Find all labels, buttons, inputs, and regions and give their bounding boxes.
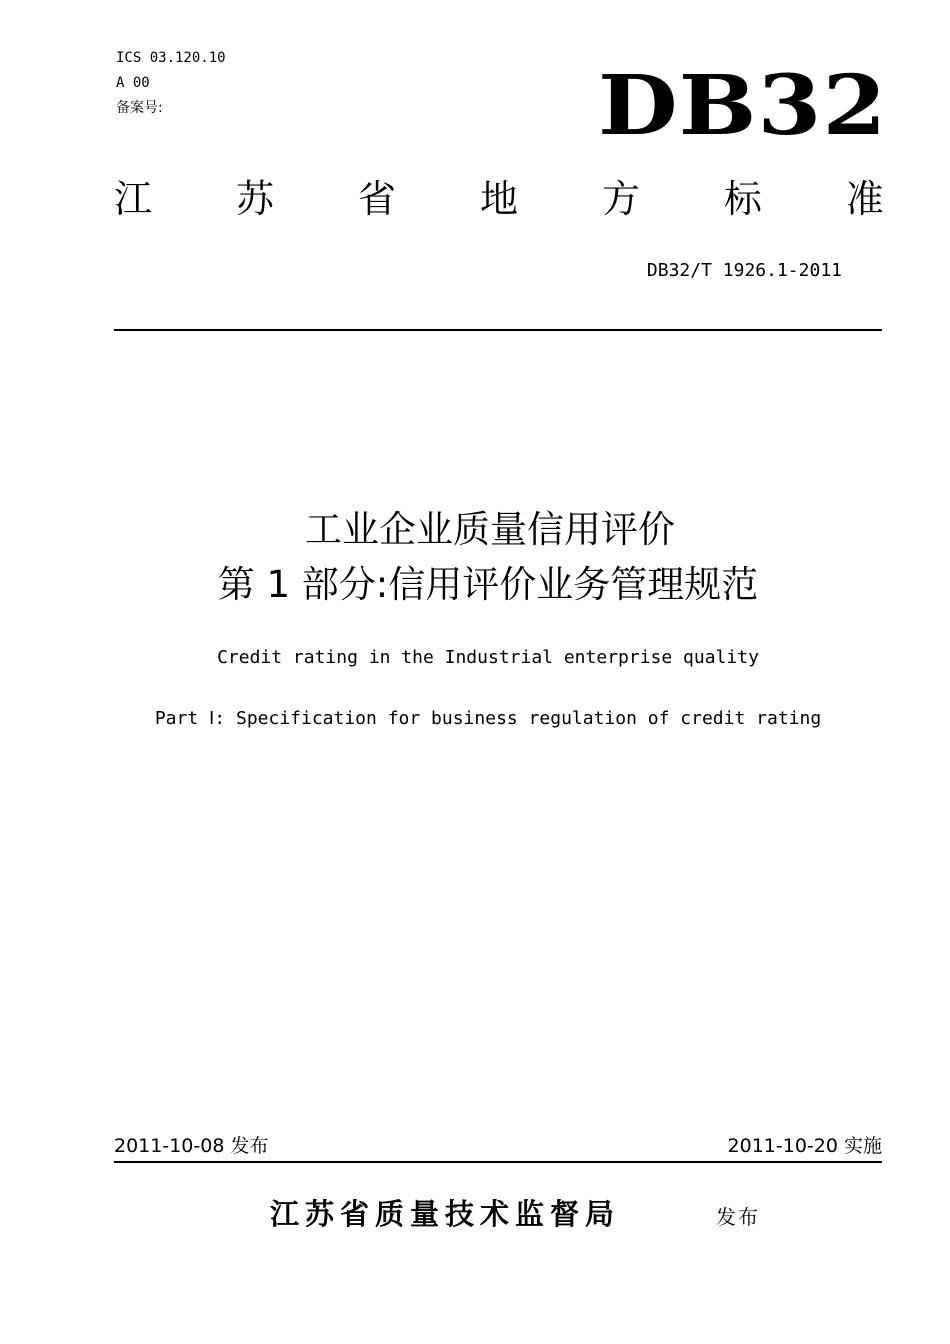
- top-divider: [114, 329, 882, 331]
- english-title-line2: Part Ⅰ: Specification for business regulation of credit rating: [154, 708, 822, 729]
- standard-type-char: 苏: [235, 177, 274, 221]
- standard-type-char: 江: [114, 177, 153, 221]
- db32-logo: DB32: [598, 58, 888, 154]
- bottom-divider: [114, 1161, 882, 1163]
- standard-type-char: 省: [357, 177, 396, 221]
- document-title-line1: 工业企业质量信用评价: [305, 508, 675, 551]
- standard-number: DB32/T 1926.1-2011: [646, 260, 842, 281]
- standard-type-heading: [114, 174, 884, 224]
- standard-type-char: 准: [845, 177, 884, 221]
- standard-type-char: 地: [479, 177, 518, 221]
- issuing-authority: 江苏省质量技术监督局: [270, 1197, 621, 1231]
- ics-code: ICS 03.120.10: [116, 50, 226, 66]
- standard-type-char: 标: [723, 177, 762, 221]
- document-title-line2: 第 1 部分:信用评价业务管理规范: [217, 563, 759, 606]
- record-number-label: 备案号:: [116, 100, 163, 116]
- standard-type-char: 方: [601, 177, 640, 221]
- english-title-line1: Credit rating in the Industrial enterprise quality: [217, 647, 759, 668]
- implementation-date: 2011-10-20 实施: [727, 1135, 882, 1157]
- issuing-authority-suffix: 发布: [716, 1205, 760, 1229]
- publish-date: 2011-10-08 发布: [114, 1135, 269, 1157]
- classification-code: A 00: [116, 75, 150, 91]
